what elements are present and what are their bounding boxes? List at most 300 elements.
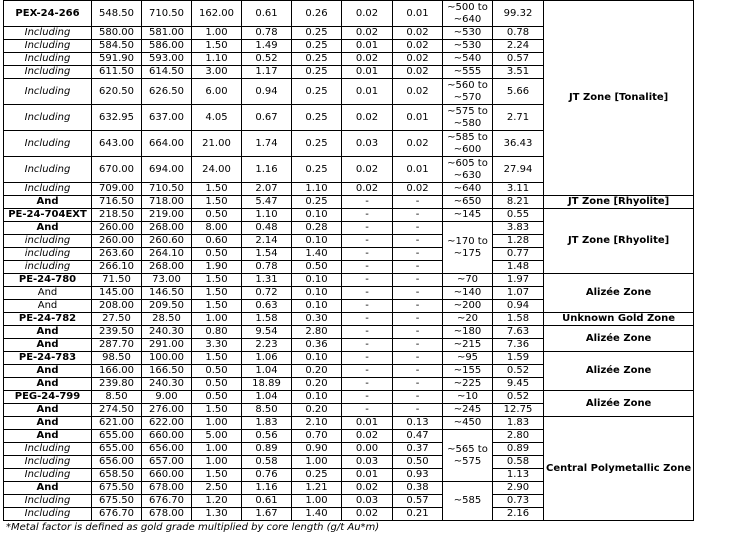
table-row [4,352,694,365]
hole-id-cell: Including [4,40,92,53]
hole-id-cell: And [4,300,92,313]
from-cell: 655.00 [92,443,142,456]
table-body [4,1,694,521]
to-cell: 664.00 [142,131,192,157]
hole-id-cell: Including [4,53,92,66]
zinc-cell: 0.02 [393,66,443,79]
metal-factor-cell: 2.80 [493,430,544,443]
copper-cell: - [342,326,393,339]
gold-grade-cell: 1.58 [242,313,292,326]
copper-cell: - [342,352,393,365]
from-cell: 166.00 [92,365,142,378]
copper-cell: - [342,222,393,235]
hole-id-cell: Including [4,508,92,521]
hole-id-cell: PEX-24-266 [4,1,92,27]
to-cell: 209.50 [142,300,192,313]
silver-grade-cell: 0.10 [292,274,342,287]
gold-grade-cell: 0.78 [242,261,292,274]
drill-results-table [3,0,694,521]
length-cell: 162.00 [192,1,242,27]
from-cell: 266.10 [92,261,142,274]
zinc-cell: 0.37 [393,443,443,456]
zinc-cell: - [393,196,443,209]
length-cell: 1.90 [192,261,242,274]
zinc-cell: - [393,391,443,404]
copper-cell: 0.02 [342,27,393,40]
length-cell: 24.00 [192,157,242,183]
copper-cell: - [342,378,393,391]
zinc-cell: - [393,261,443,274]
hole-id-cell: Including [4,131,92,157]
to-cell: 694.00 [142,157,192,183]
metal-factor-cell: 1.58 [493,313,544,326]
zinc-cell: 0.02 [393,27,443,40]
from-cell: 620.50 [92,79,142,105]
gold-grade-cell: 1.16 [242,157,292,183]
from-cell: 709.00 [92,183,142,196]
length-cell: 1.50 [192,287,242,300]
from-cell: 611.50 [92,66,142,79]
gold-grade-cell: 0.78 [242,27,292,40]
table-row [4,196,694,209]
length-cell: 1.50 [192,469,242,482]
copper-cell: - [342,313,393,326]
length-cell: 1.50 [192,196,242,209]
hole-id-cell: Including [4,456,92,469]
silver-grade-cell: 1.00 [292,456,342,469]
hole-id-cell: And [4,430,92,443]
to-cell: 219.00 [142,209,192,222]
gold-grade-cell: 2.23 [242,339,292,352]
length-cell: 1.00 [192,456,242,469]
from-cell: 239.50 [92,326,142,339]
vertical-depth-cell: ~450 [443,417,493,430]
zinc-cell: - [393,235,443,248]
length-cell: 6.00 [192,79,242,105]
zinc-cell: 0.47 [393,430,443,443]
hole-id-cell: including [4,248,92,261]
silver-grade-cell: 0.30 [292,313,342,326]
to-cell: 586.00 [142,40,192,53]
gold-grade-cell: 9.54 [242,326,292,339]
gold-grade-cell: 2.07 [242,183,292,196]
vertical-depth-cell: ~155 [443,365,493,378]
metal-factor-cell: 0.94 [493,300,544,313]
zinc-cell: 0.01 [393,1,443,27]
silver-grade-cell: 0.20 [292,365,342,378]
metal-factor-cell: 0.77 [493,248,544,261]
zinc-cell: - [393,352,443,365]
copper-cell: - [342,300,393,313]
zone-cell: JT Zone [Rhyolite] [544,209,694,274]
metal-factor-cell: 8.21 [493,196,544,209]
length-cell: 0.50 [192,365,242,378]
from-cell: 260.00 [92,222,142,235]
zinc-cell: - [393,365,443,378]
gold-grade-cell: 1.74 [242,131,292,157]
to-cell: 710.50 [142,183,192,196]
zinc-cell: 0.02 [393,53,443,66]
gold-grade-cell: 0.61 [242,1,292,27]
silver-grade-cell: 0.25 [292,131,342,157]
zinc-cell: - [393,287,443,300]
metal-factor-cell: 5.66 [493,79,544,105]
hole-id-cell: And [4,378,92,391]
length-cell: 1.00 [192,417,242,430]
length-cell: 1.50 [192,352,242,365]
silver-grade-cell: 0.10 [292,391,342,404]
zinc-cell: - [393,300,443,313]
copper-cell: - [342,261,393,274]
copper-cell: 0.03 [342,495,393,508]
metal-factor-cell: 3.51 [493,66,544,79]
copper-cell: 0.02 [342,157,393,183]
zinc-cell: 0.01 [393,157,443,183]
vertical-depth-cell: ~640 [443,183,493,196]
silver-grade-cell: 0.25 [292,79,342,105]
from-cell: 287.70 [92,339,142,352]
length-cell: 3.30 [192,339,242,352]
copper-cell: - [342,365,393,378]
to-cell: 73.00 [142,274,192,287]
gold-grade-cell: 1.17 [242,66,292,79]
from-cell: 656.00 [92,456,142,469]
gold-grade-cell: 1.67 [242,508,292,521]
vertical-depth-cell: ~575 to ~580 [443,105,493,131]
metal-factor-cell: 2.71 [493,105,544,131]
from-cell: 716.50 [92,196,142,209]
vertical-depth-cell: ~560 to ~570 [443,79,493,105]
gold-grade-cell: 2.14 [242,235,292,248]
length-cell: 0.50 [192,248,242,261]
vertical-depth-cell: ~225 [443,378,493,391]
copper-cell: 0.01 [342,79,393,105]
to-cell: 291.00 [142,339,192,352]
vertical-depth-cell: ~530 [443,40,493,53]
gold-grade-cell: 1.16 [242,482,292,495]
length-cell: 0.60 [192,235,242,248]
from-cell: 584.50 [92,40,142,53]
from-cell: 643.00 [92,131,142,157]
zinc-cell: 0.50 [393,456,443,469]
hole-id-cell: PE-24-783 [4,352,92,365]
zinc-cell: 0.93 [393,469,443,482]
silver-grade-cell: 0.25 [292,196,342,209]
from-cell: 260.00 [92,235,142,248]
zinc-cell: 0.02 [393,79,443,105]
hole-id-cell: Including [4,443,92,456]
metal-factor-cell: 2.24 [493,40,544,53]
copper-cell: 0.03 [342,456,393,469]
copper-cell: 0.03 [342,131,393,157]
copper-cell: - [342,209,393,222]
to-cell: 28.50 [142,313,192,326]
copper-cell: - [342,248,393,261]
metal-factor-cell: 1.97 [493,274,544,287]
length-cell: 1.50 [192,274,242,287]
silver-grade-cell: 1.40 [292,508,342,521]
copper-cell: 0.01 [342,469,393,482]
vertical-depth-cell: ~540 [443,53,493,66]
vertical-depth-cell: ~180 [443,326,493,339]
metal-factor-cell: 3.11 [493,183,544,196]
from-cell: 98.50 [92,352,142,365]
silver-grade-cell: 0.25 [292,66,342,79]
to-cell: 660.00 [142,430,192,443]
gold-grade-cell: 18.89 [242,378,292,391]
to-cell: 657.00 [142,456,192,469]
vertical-depth-cell: ~140 [443,287,493,300]
hole-id-cell: Including [4,495,92,508]
zinc-cell: 0.38 [393,482,443,495]
to-cell: 678.00 [142,508,192,521]
to-cell: 166.50 [142,365,192,378]
gold-grade-cell: 0.89 [242,443,292,456]
from-cell: 8.50 [92,391,142,404]
to-cell: 146.50 [142,287,192,300]
zone-cell: Alizée Zone [544,274,694,313]
metal-factor-cell: 2.16 [493,508,544,521]
from-cell: 632.95 [92,105,142,131]
silver-grade-cell: 0.70 [292,430,342,443]
length-cell: 1.00 [192,443,242,456]
from-cell: 218.50 [92,209,142,222]
length-cell: 1.50 [192,404,242,417]
hole-id-cell: Including [4,469,92,482]
metal-factor-cell: 36.43 [493,131,544,157]
hole-id-cell: Including [4,157,92,183]
gold-grade-cell: 1.49 [242,40,292,53]
silver-grade-cell: 0.26 [292,1,342,27]
zone-cell: Alizée Zone [544,352,694,391]
table-row [4,209,694,222]
length-cell: 0.50 [192,209,242,222]
copper-cell: - [342,196,393,209]
from-cell: 580.00 [92,27,142,40]
vertical-depth-cell: ~565 to ~575 [443,430,493,482]
vertical-depth-cell: ~650 [443,196,493,209]
to-cell: 656.00 [142,443,192,456]
length-cell: 1.50 [192,40,242,53]
to-cell: 622.00 [142,417,192,430]
to-cell: 276.00 [142,404,192,417]
to-cell: 240.30 [142,326,192,339]
silver-grade-cell: 0.25 [292,469,342,482]
gold-grade-cell: 0.63 [242,300,292,313]
copper-cell: 0.02 [342,430,393,443]
metal-factor-cell: 1.07 [493,287,544,300]
hole-id-cell: Including [4,27,92,40]
silver-grade-cell: 0.10 [292,235,342,248]
metal-factor-cell: 0.89 [493,443,544,456]
metal-factor-cell: 3.83 [493,222,544,235]
from-cell: 655.00 [92,430,142,443]
from-cell: 621.00 [92,417,142,430]
vertical-depth-cell: ~70 [443,274,493,287]
hole-id-cell: PE-24-780 [4,274,92,287]
metal-factor-cell: 1.28 [493,235,544,248]
silver-grade-cell: 0.25 [292,105,342,131]
copper-cell: 0.02 [342,482,393,495]
hole-id-cell: And [4,326,92,339]
length-cell: 3.00 [192,66,242,79]
from-cell: 675.50 [92,495,142,508]
hole-id-cell: including [4,235,92,248]
zinc-cell: - [393,326,443,339]
to-cell: 676.70 [142,495,192,508]
to-cell: 268.00 [142,222,192,235]
hole-id-cell: PE-24-782 [4,313,92,326]
gold-grade-cell: 0.67 [242,105,292,131]
from-cell: 239.80 [92,378,142,391]
metal-factor-cell: 0.57 [493,53,544,66]
metal-factor-cell: 0.58 [493,456,544,469]
to-cell: 260.60 [142,235,192,248]
from-cell: 658.50 [92,469,142,482]
zinc-cell: 0.01 [393,105,443,131]
table-row [4,313,694,326]
zinc-cell: - [393,339,443,352]
from-cell: 145.00 [92,287,142,300]
silver-grade-cell: 0.10 [292,209,342,222]
vertical-depth-cell: ~605 to ~630 [443,157,493,183]
metal-factor-cell: 0.52 [493,391,544,404]
vertical-depth-cell: ~530 [443,27,493,40]
to-cell: 9.00 [142,391,192,404]
copper-cell: - [342,235,393,248]
gold-grade-cell: 0.94 [242,79,292,105]
hole-id-cell: And [4,196,92,209]
gold-grade-cell: 1.06 [242,352,292,365]
length-cell: 8.00 [192,222,242,235]
silver-grade-cell: 0.25 [292,157,342,183]
silver-grade-cell: 0.10 [292,352,342,365]
length-cell: 0.50 [192,391,242,404]
zinc-cell: - [393,313,443,326]
vertical-depth-cell: ~145 [443,209,493,222]
table-row [4,417,694,430]
zone-cell: Unknown Gold Zone [544,313,694,326]
vertical-depth-cell: ~170 to ~175 [443,222,493,274]
to-cell: 264.10 [142,248,192,261]
length-cell: 1.00 [192,313,242,326]
silver-grade-cell: 2.80 [292,326,342,339]
length-cell: 1.30 [192,508,242,521]
length-cell: 4.05 [192,105,242,131]
metal-factor-cell: 99.32 [493,1,544,27]
silver-grade-cell: 1.00 [292,495,342,508]
length-cell: 1.10 [192,53,242,66]
vertical-depth-cell: ~555 [443,66,493,79]
to-cell: 637.00 [142,105,192,131]
to-cell: 240.30 [142,378,192,391]
silver-grade-cell: 2.10 [292,417,342,430]
zinc-cell: - [393,222,443,235]
gold-grade-cell: 0.76 [242,469,292,482]
footnote: *Metal factor is defined as gold grade multiplied by core length (g/t Au*m) [6,522,380,533]
table-row [4,1,694,27]
silver-grade-cell: 0.20 [292,404,342,417]
table-row [4,326,694,339]
from-cell: 548.50 [92,1,142,27]
copper-cell: 0.01 [342,66,393,79]
hole-id-cell: And [4,404,92,417]
gold-grade-cell: 1.54 [242,248,292,261]
gold-grade-cell: 5.47 [242,196,292,209]
length-cell: 0.50 [192,378,242,391]
hole-id-cell: And [4,339,92,352]
vertical-depth-cell: ~20 [443,313,493,326]
gold-grade-cell: 0.56 [242,430,292,443]
copper-cell: - [342,274,393,287]
zinc-cell: 0.02 [393,131,443,157]
copper-cell: - [342,404,393,417]
table-row [4,274,694,287]
hole-id-cell: And [4,365,92,378]
vertical-depth-cell: ~585 to ~600 [443,131,493,157]
silver-grade-cell: 0.25 [292,40,342,53]
silver-grade-cell: 0.20 [292,378,342,391]
to-cell: 581.00 [142,27,192,40]
metal-factor-cell: 0.73 [493,495,544,508]
metal-factor-cell: 12.75 [493,404,544,417]
from-cell: 670.00 [92,157,142,183]
vertical-depth-cell: ~200 [443,300,493,313]
copper-cell: 0.01 [342,417,393,430]
copper-cell: 0.02 [342,183,393,196]
zinc-cell: - [393,404,443,417]
silver-grade-cell: 1.10 [292,183,342,196]
copper-cell: 0.01 [342,40,393,53]
zone-cell: JT Zone [Tonalite] [544,1,694,196]
from-cell: 274.50 [92,404,142,417]
metal-factor-cell: 1.13 [493,469,544,482]
zinc-cell: 0.02 [393,40,443,53]
vertical-depth-cell: ~585 [443,482,493,521]
from-cell: 591.90 [92,53,142,66]
gold-grade-cell: 1.10 [242,209,292,222]
zone-cell: Alizée Zone [544,391,694,417]
to-cell: 718.00 [142,196,192,209]
silver-grade-cell: 0.90 [292,443,342,456]
length-cell: 2.50 [192,482,242,495]
hole-id-cell: PE-24-704EXT [4,209,92,222]
zinc-cell: - [393,209,443,222]
table-row [4,391,694,404]
length-cell: 1.50 [192,183,242,196]
hole-id-cell: And [4,222,92,235]
metal-factor-cell: 7.63 [493,326,544,339]
zinc-cell: - [393,248,443,261]
length-cell: 0.80 [192,326,242,339]
to-cell: 710.50 [142,1,192,27]
metal-factor-cell: 7.36 [493,339,544,352]
copper-cell: - [342,287,393,300]
length-cell: 1.00 [192,27,242,40]
copper-cell: 0.02 [342,53,393,66]
gold-grade-cell: 1.31 [242,274,292,287]
gold-grade-cell: 0.61 [242,495,292,508]
hole-id-cell: PEG-24-799 [4,391,92,404]
length-cell: 5.00 [192,430,242,443]
metal-factor-cell: 27.94 [493,157,544,183]
zinc-cell: 0.57 [393,495,443,508]
from-cell: 675.50 [92,482,142,495]
vertical-depth-cell: ~10 [443,391,493,404]
vertical-depth-cell: ~245 [443,404,493,417]
metal-factor-cell: 0.52 [493,365,544,378]
from-cell: 208.00 [92,300,142,313]
